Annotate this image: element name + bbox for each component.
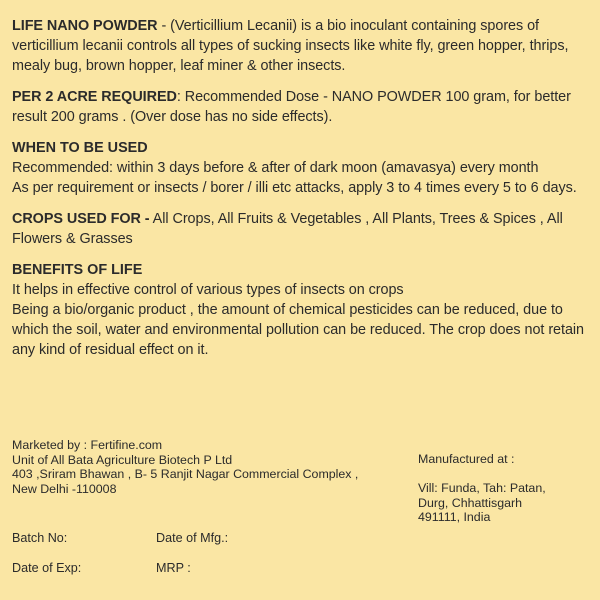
section-when-to-be-used (12, 138, 586, 198)
marketed-by-line-3: 403 ,Sriram Bhawan , B- 5 Ranjit Nagar Commercial Complex , (12, 467, 359, 482)
marketed-by-line-2: Unit of All Bata Agriculture Biotech P Ltd (12, 452, 233, 467)
mrp-label: MRP : (156, 561, 191, 575)
footer-address-columns (0, 430, 600, 525)
date-of-exp-label: Date of Exp: (12, 561, 82, 575)
crops-used-for-body: All Crops, All Fruits & Vegetables , All Plants, Trees & Spices , All Flowers & Grasses (12, 211, 563, 247)
marketed-by-block (12, 438, 358, 496)
dosage-paragraph (12, 87, 586, 127)
benefits-line-2: Being a bio/organic product , the amount of chemical pesticides can be reduced, due to which the soil, water and environmental pollution can be reduced. The crop does not retain any kind of residual effect on it. (12, 302, 585, 358)
section-crops-used-for (12, 209, 586, 249)
marketed-by-line-1: Marketed by : Fertifine.com (12, 438, 163, 452)
manufactured-at-line-3: 491111, India (418, 510, 491, 525)
benefits-line-1: It helps in effective control of various types of insects on crops (12, 282, 404, 298)
manufactured-at-line-2: Durg, Chhattisgarh (418, 495, 522, 510)
section-dosage (12, 87, 586, 127)
when-to-be-used-line-2: As per requirement or insects / borer / illi etc attacks, apply 3 to 4 times every 5 to 6 days. (12, 180, 577, 196)
product-description-body: - (Verticillium Lecanii) is a bio inoculant containing spores of verticillium lecanii controls all types of sucking insects like white fly, green hopper, thrips, mealy bug, brown hopper, leaf miner & other insects. (12, 18, 569, 74)
dosage-body: : Recommended Dose - NANO POWDER 100 gram, for better result 200 grams . (Over dose has no side effects). (12, 89, 571, 125)
meta-row-batch-mfg (0, 530, 600, 560)
benefits-heading: BENEFITS OF LIFE (12, 262, 143, 278)
manufactured-at-block (418, 452, 546, 525)
batch-no-label: Batch No: (12, 531, 68, 545)
section-product-description (12, 16, 586, 76)
footer-meta-rows (0, 530, 600, 590)
when-to-be-used-heading: WHEN TO BE USED (12, 140, 148, 156)
crops-used-for-lead: CROPS USED FOR - (12, 211, 150, 227)
manufactured-at-spacer (418, 467, 546, 482)
dosage-lead: PER 2 ACRE REQUIRED (12, 89, 177, 105)
product-name-lead: LIFE NANO POWDER (12, 18, 158, 34)
date-of-mfg-label: Date of Mfg.: (156, 531, 229, 545)
section-benefits (12, 260, 586, 360)
meta-row-exp-mrp (0, 560, 600, 590)
label-footer (0, 430, 600, 600)
manufactured-at-line-1: Vill: Funda, Tah: Patan, (418, 481, 546, 496)
manufactured-at-heading: Manufactured at : (418, 452, 515, 466)
marketed-by-line-4: New Delhi -110008 (12, 481, 117, 496)
when-to-be-used-line-1: Recommended: within 3 days before & after of dark moon (amavasya) every month (12, 160, 539, 176)
crops-used-for-paragraph (12, 209, 586, 249)
product-description-paragraph (12, 16, 586, 76)
